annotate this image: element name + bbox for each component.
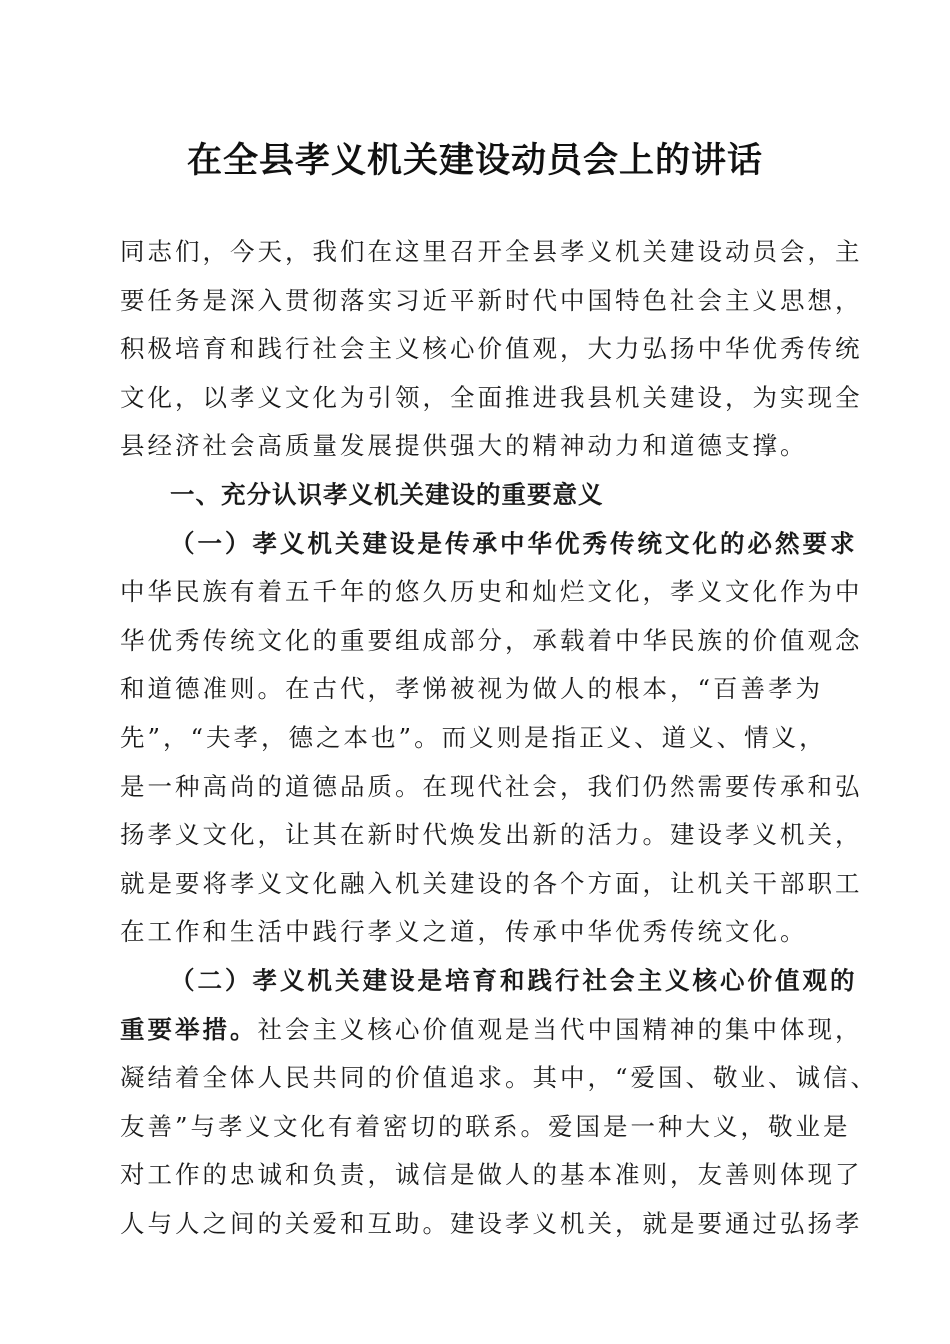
subsection-heading-1: （一）孝义机关建设是传承中华优秀传统文化的必然要求 <box>170 528 858 558</box>
paragraph-line: 文化，以孝义文化为引领，全面推进我县机关建设，为实现全 <box>120 382 863 412</box>
paragraph-line: 中华民族有着五千年的悠久历史和灿烂文化，孝义文化作为中 <box>120 577 863 607</box>
paragraph-line: 先”，“夫孝，德之本也”。而义则是指正义、道义、情义， <box>120 722 827 752</box>
subsection-heading-2-continued: 重要举措。 <box>120 1014 258 1044</box>
paragraph-line: 在工作和生活中践行孝义之道，传承中华优秀传统文化。 <box>120 917 808 947</box>
paragraph-line: 同志们，今天，我们在这里召开全县孝义机关建设动员会，主 <box>120 237 863 266</box>
paragraph-line: 凝结着全体人民共同的价值追求。其中，“爱国、敬业、诚信、 <box>120 1063 879 1093</box>
paragraph-line: 华优秀传统文化的重要组成部分，承载着中华民族的价值观念 <box>120 625 863 655</box>
document-title: 在全县孝义机关建设动员会上的讲话 <box>186 140 763 181</box>
paragraph-line: 对工作的忠诚和负责，诚信是做人的基本准则，友善则体现了 <box>120 1160 863 1190</box>
paragraph-line: 友善”与孝义文化有着密切的联系。爱国是一种大义，敬业是 <box>120 1111 851 1141</box>
paragraph-line: 就是要将孝义文化融入机关建设的各个方面，让机关干部职工 <box>120 868 863 898</box>
paragraph-line <box>120 1006 863 1055</box>
section-heading-1: 一、充分认识孝义机关建设的重要意义 <box>170 479 604 509</box>
paragraph-text: 社会主义核心价值观是当代中国精神的集中体现， <box>257 1014 863 1044</box>
paragraph-line: 人与人之间的关爱和互助。建设孝义机关，就是要通过弘扬孝 <box>120 1208 863 1238</box>
paragraph-line: 是一种高尚的道德品质。在现代社会，我们仍然需要传承和弘 <box>120 771 863 801</box>
subsection-heading-2: （二）孝义机关建设是培育和践行社会主义核心价值观的 <box>170 965 858 995</box>
paragraph-line: 扬孝义文化，让其在新时代焕发出新的活力。建设孝义机关， <box>120 820 863 850</box>
paragraph-line: 要任务是深入贯彻落实习近平新时代中国特色社会主义思想， <box>120 285 863 315</box>
paragraph-line: 县经济社会高质量发展提供强大的精神动力和道德支撑。 <box>120 431 808 461</box>
paragraph-line: 和道德准则。在古代，孝悌被视为做人的根本，“百善孝为 <box>120 674 824 704</box>
document-body <box>120 228 879 1248</box>
paragraph-line: 积极培育和践行社会主义核心价值观，大力弘扬中华优秀传统 <box>120 334 863 364</box>
